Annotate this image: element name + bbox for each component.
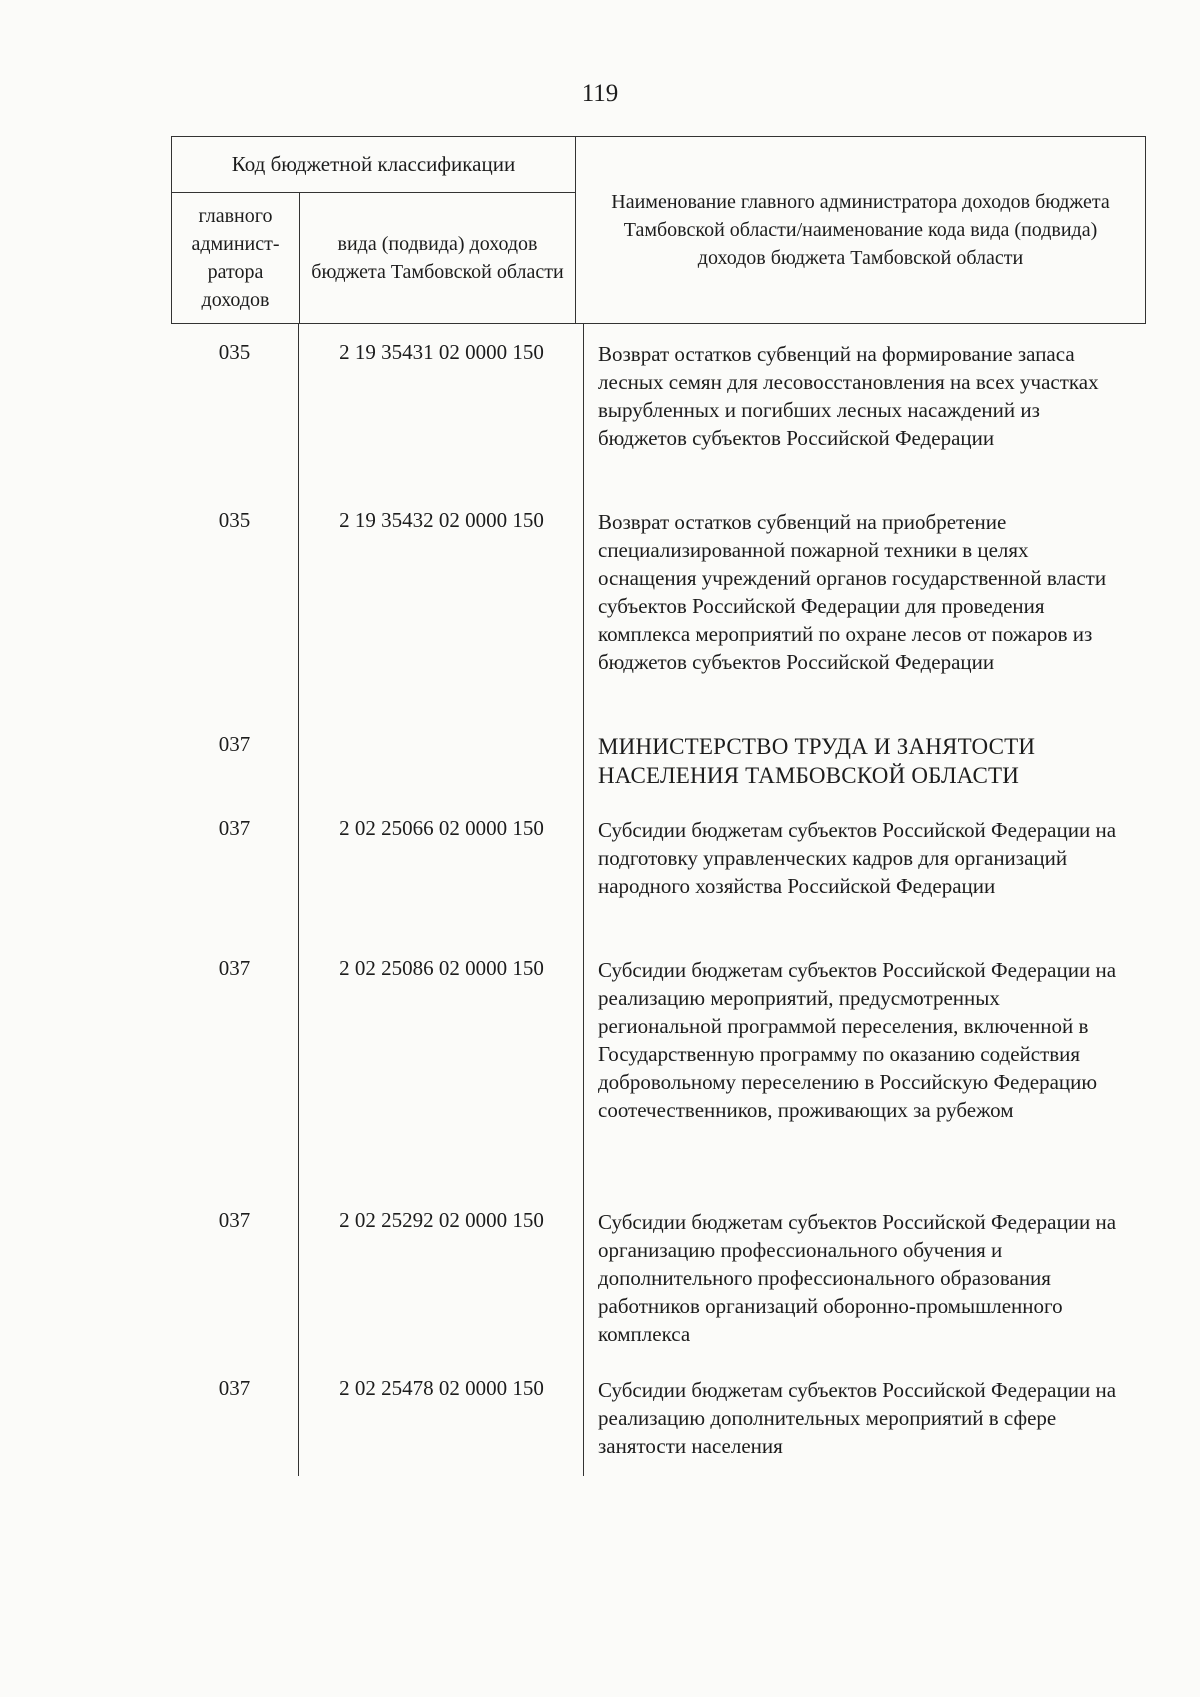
income-code: 2 19 35432 02 0000 150 — [339, 508, 544, 532]
admin-code: 037 — [218, 732, 251, 756]
table-row — [0, 816, 1200, 956]
income-code: 2 02 25478 02 0000 150 — [339, 1376, 544, 1400]
income-name: Возврат остатков субвенций на формирование запаса лесных семян для лесовосстановления на всех участках вырубленных и погибших лесных насаждений из бюджетов субъектов Российской Федерации — [598, 342, 1099, 450]
income-code: 2 02 25086 02 0000 150 — [339, 956, 544, 980]
income-code: 2 19 35431 02 0000 150 — [339, 340, 544, 364]
header-name: Наименование главного администратора доходов бюджета Тамбовской области/наименование кода вида (подвида) доходов бюджета Тамбовской области — [575, 137, 1145, 323]
admin-code: 037 — [218, 1376, 251, 1400]
header-budget-classification-code: Код бюджетной классификации — [172, 137, 575, 193]
income-code: 2 02 25292 02 0000 150 — [339, 1208, 544, 1232]
table-row — [0, 1376, 1200, 1476]
income-code: 2 02 25066 02 0000 150 — [339, 816, 544, 840]
table-body — [0, 340, 1200, 1476]
admin-code: 037 — [218, 956, 251, 980]
admin-code: 037 — [218, 816, 251, 840]
admin-code: 037 — [218, 1208, 251, 1232]
income-name: Субсидии бюджетам субъектов Российской Федерации на реализацию дополнительных мероприятий в сфере занятости населения — [598, 1378, 1117, 1458]
income-name: Возврат остатков субвенций на приобретение специализированной пожарной техники в целях оснащения учреждений органов государственной власти субъектов Российской Федерации для проведения комплекса мероприятий по охране лесов от пожаров из бюджетов субъектов Российской Федерации — [598, 510, 1107, 674]
admin-code: 035 — [218, 508, 251, 532]
table-row — [0, 732, 1200, 816]
table-row — [0, 508, 1200, 732]
income-name: Субсидии бюджетам субъектов Российской Федерации на подготовку управленческих кадров для организаций народного хозяйства Российской Федерации — [598, 818, 1117, 898]
page-number: 119 — [581, 80, 619, 107]
header-income-type: вида (подвида) доходов бюджета Тамбовской области — [299, 193, 575, 323]
income-name: Субсидии бюджетам субъектов Российской Федерации на реализацию мероприятий, предусмотренных региональной программой переселения, включенной в Государственную программу по оказанию содействия добровольному переселению в Российскую Федерацию соотечественников, проживающих за рубежом — [598, 958, 1117, 1122]
admin-code: 035 — [218, 340, 251, 364]
table-row — [0, 1208, 1200, 1376]
ministry-title: МИНИСТЕРСТВО ТРУДА И ЗАНЯТОСТИ НАСЕЛЕНИЯ ТАМБОВСКОЙ ОБЛАСТИ — [598, 734, 1036, 788]
table-row — [0, 956, 1200, 1208]
income-name: Субсидии бюджетам субъектов Российской Федерации на организацию профессионального обучения и дополнительного профессионального образования работников организаций оборонно-промышленного комплекса — [598, 1210, 1117, 1346]
header-main-administrator: главного админист-ратора доходов — [191, 205, 280, 311]
table-row — [0, 340, 1200, 508]
table-header — [171, 136, 1146, 324]
